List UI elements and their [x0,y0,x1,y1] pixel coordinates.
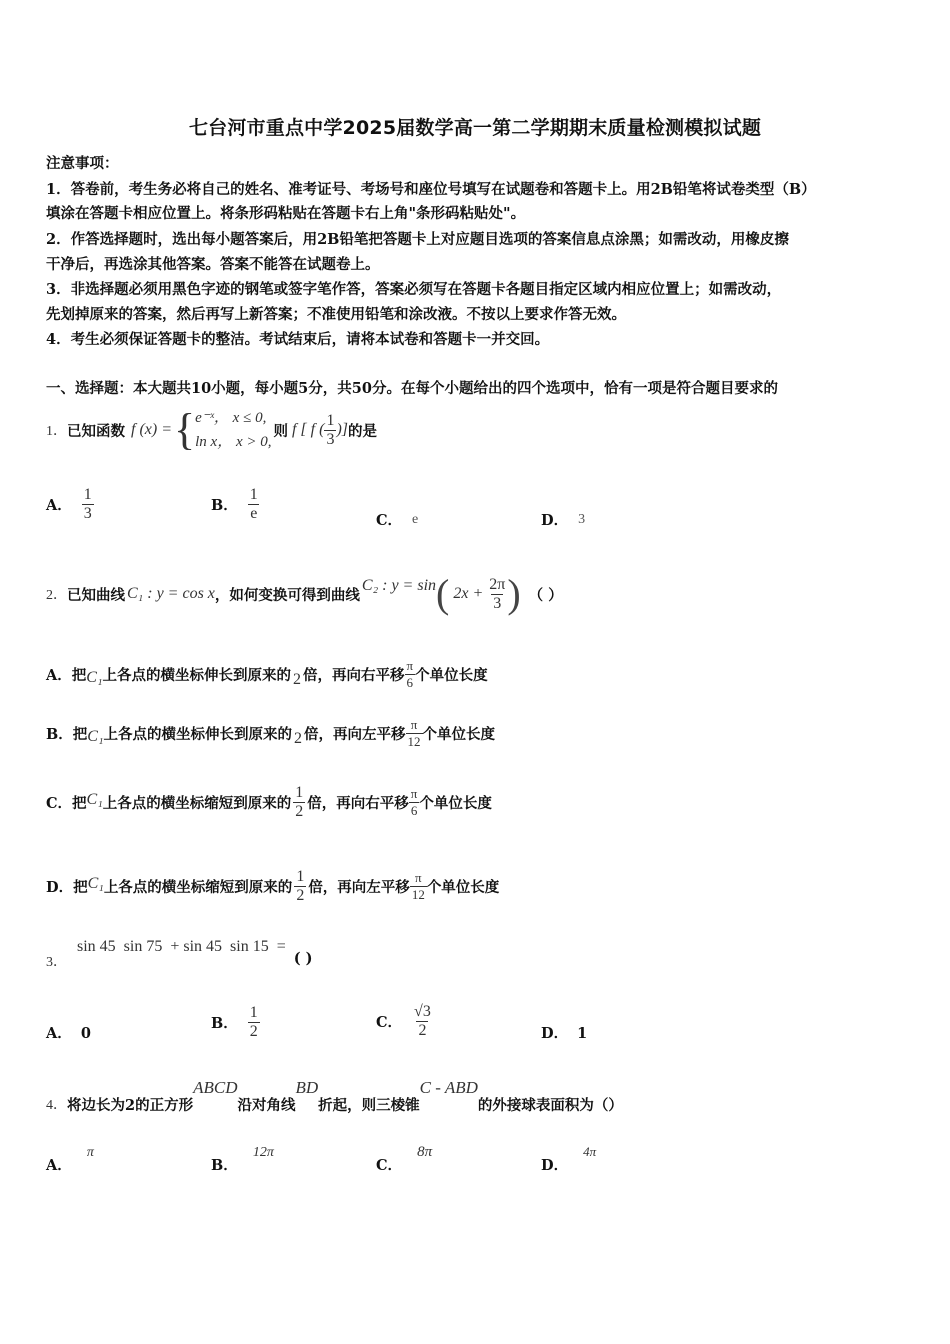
question-4 [46,1078,623,1115]
option-label: D． [541,1157,569,1174]
question-number: 2． [46,588,67,603]
fraction [409,786,420,819]
curve-c1: C₁ [86,669,103,686]
curve-c1: C₁ [87,875,104,892]
notice-heading: 注意事项： [46,155,119,172]
curve-c1: C₁ [87,728,104,745]
curve-c1: C₁ [86,791,103,808]
option-c[interactable] [376,1140,432,1174]
option-value: π [86,1145,94,1160]
option-b[interactable] [46,711,495,755]
question-1 [46,402,377,458]
fraction-denominator: 12 [411,886,425,902]
page-title: 七台河市重点中学2025届数学高一第二学期期末质量检测模拟试题 [188,117,762,139]
fraction-denominator: 12 [407,733,421,749]
answer-blank: ( ) [293,950,313,967]
notice-line: 填涂在答题卡相应位置上。将条形码粘贴在答题卡右上角"条形码粘贴处"。 [46,205,526,222]
fraction [487,576,507,613]
question-number: 4． [46,1098,67,1113]
question-text: 沿对角线 [237,1097,296,1114]
notice-line: 2．作答选择题时，选出每小题答案后，用2B铅笔把答题卡上对应题目选项的答案信息点涂黑；如需改动，用橡皮擦 [46,231,789,248]
fraction [248,1004,260,1041]
fraction-numerator: 1 [249,1003,258,1021]
scale-factor: 2 [293,671,301,688]
option-text: 把 [73,878,88,896]
option-text: 把 [71,666,87,684]
fraction-denominator: 2 [295,802,304,820]
fraction-denominator: 3 [83,505,92,522]
fraction-numerator: 1 [295,783,304,801]
option-value: 3 [578,511,586,527]
answer-blank: （ ） [528,586,563,604]
option-text: 倍，再向右平移 [303,666,405,684]
option-text: 把 [72,794,87,812]
question-text: 则 [273,422,288,440]
option-text: 上各点的横坐标缩短到原来的 [103,878,293,896]
notice-line: 4．考生必须保证答题卡的整洁。考试结束后，请将本试卷和答题卡一并交回。 [46,331,550,348]
question-text: 的是 [348,422,377,440]
option-b[interactable] [211,1140,274,1174]
fraction-numerator: 1 [249,486,258,503]
option-b[interactable] [211,486,260,523]
composite-expression: )] [336,421,348,438]
diagonal-name: BD [295,1078,319,1097]
fraction-denominator: 3 [493,594,502,612]
right-paren: ) [507,571,521,616]
fraction [293,784,305,821]
pyramid-name: C - ABD [419,1078,478,1097]
option-label: B． [211,1014,238,1032]
fraction-denominator: 2 [418,1021,427,1039]
option-text: 个单位长度 [419,794,492,812]
fraction-numerator: 2π [489,575,506,593]
notice-line: 干净后，再选涂其他答案。答案不能答在试题卷上。 [46,256,380,273]
option-value: e [412,511,419,527]
option-c[interactable] [376,509,418,530]
notice-line: 3．非选择题必须用黑色字迹的钢笔或签字笔作答，答案必须写在答题卡各题目指定区域内相应位置上；如需改动， [46,281,782,298]
option-text: 上各点的横坐标伸长到原来的 [103,725,292,743]
option-label: B． [211,497,238,514]
fraction-numerator: 1 [83,486,92,503]
option-label: B． [211,1157,238,1174]
option-label: A． [46,1025,72,1042]
option-text: 把 [72,725,88,743]
fraction-numerator: π [410,716,418,732]
option-label: B． [46,725,73,743]
option-a[interactable] [46,1022,91,1043]
option-value: 8π [417,1144,433,1160]
question-number: 1． [46,424,67,439]
section-heading: 一、选择题：本大题共10小题，每小题5分，共50分。在每个小题给出的四个选项中，恰有一项是符合题目要求的 [46,380,778,397]
fraction [412,1003,433,1040]
question-text: ，如何变换可得到曲线 [214,586,360,604]
fraction-denominator: 2 [296,886,305,904]
option-label: A． [46,1157,72,1174]
option-value: 12π [252,1145,274,1160]
option-text: 个单位长度 [426,878,500,896]
option-d[interactable] [541,509,585,530]
question-text: 已知函数 [67,422,125,440]
brace-symbol: { [174,405,196,454]
curve-c2: C₂ : y = sin [361,577,437,594]
option-text: 个单位长度 [415,666,488,684]
notice-line: 1．答卷前，考生务必将自己的姓名、准考证号、考场号和座位号填写在试题卷和答题卡上。用2B铅笔将试卷类型（B） [46,181,816,198]
notice-line: 先划掉原来的答案，然后再写上新答案；不准使用铅笔和涂改液。不按以上要求作答无效。 [46,306,626,323]
fraction [405,658,416,691]
option-d[interactable] [541,1022,587,1043]
question-text: 已知曲线 [67,586,125,604]
fraction-numerator: π [415,869,422,885]
fraction [82,486,94,523]
piecewise-case: ln x， x > 0, [195,434,272,450]
question-text: 将边长为2的正方形 [67,1097,194,1114]
option-label: D． [541,1025,569,1042]
option-label: C． [376,1013,403,1031]
function-expression: f (x) = [131,421,172,438]
option-value: 1 [577,1025,588,1042]
option-a[interactable] [46,486,94,523]
option-d[interactable] [541,1140,596,1174]
question-text: 的外接球表面积为（） [477,1097,623,1114]
option-label: C． [46,794,73,812]
option-c[interactable] [46,770,492,834]
trig-expression: sin 45 sin 75 + sin 45 sin 15 = [77,938,286,955]
option-label: A． [46,666,72,684]
fraction-denominator: 6 [406,674,414,690]
fraction-denominator: 6 [410,802,418,818]
fraction-numerator: √3 [414,1002,431,1020]
fraction-denominator: 2 [249,1022,258,1040]
option-text: 倍，再向左平移 [304,725,406,743]
fraction [324,412,336,449]
option-b[interactable] [211,1000,260,1044]
fraction-numerator: 1 [296,867,305,885]
option-text: 倍，再向右平移 [307,794,409,812]
fraction-numerator: 1 [326,411,335,429]
option-label: A． [46,497,72,514]
fraction [294,868,306,905]
option-a[interactable] [46,1140,94,1174]
option-label: D． [541,512,569,529]
composite-expression: f [ f ( [291,421,325,438]
option-label: C． [376,512,403,529]
option-label: D． [46,878,74,896]
option-label: C． [376,1157,403,1174]
fraction-denominator: e [250,505,258,522]
fraction [248,486,260,523]
option-text: 上各点的横坐标缩短到原来的 [102,794,292,812]
fraction-numerator: π [406,657,414,673]
left-paren: ( [436,571,450,616]
option-value: 4π [583,1144,597,1159]
square-name: ABCD [193,1078,238,1097]
piecewise-case: e⁻ˣ， x ≤ 0, [195,410,267,426]
argument-expression: 2x + [453,585,484,602]
question-number: 3． [46,955,67,970]
curve-c1: C₁ : y = cos x [127,585,215,602]
scale-factor: 2 [294,730,302,747]
fraction-denominator: 3 [326,430,335,448]
option-value: 0 [80,1025,91,1042]
fraction-numerator: π [410,785,418,801]
option-a[interactable] [46,652,488,696]
question-text: 折起，则三棱锥 [318,1097,420,1114]
option-c[interactable] [376,998,433,1044]
option-text: 上各点的横坐标伸长到原来的 [102,666,291,684]
fraction [406,717,423,750]
question-2 [46,570,563,618]
option-d[interactable] [46,854,499,918]
fraction [410,870,427,903]
option-text: 个单位长度 [422,725,495,743]
question-3 [46,938,313,971]
option-text: 倍，再向左平移 [308,878,410,896]
